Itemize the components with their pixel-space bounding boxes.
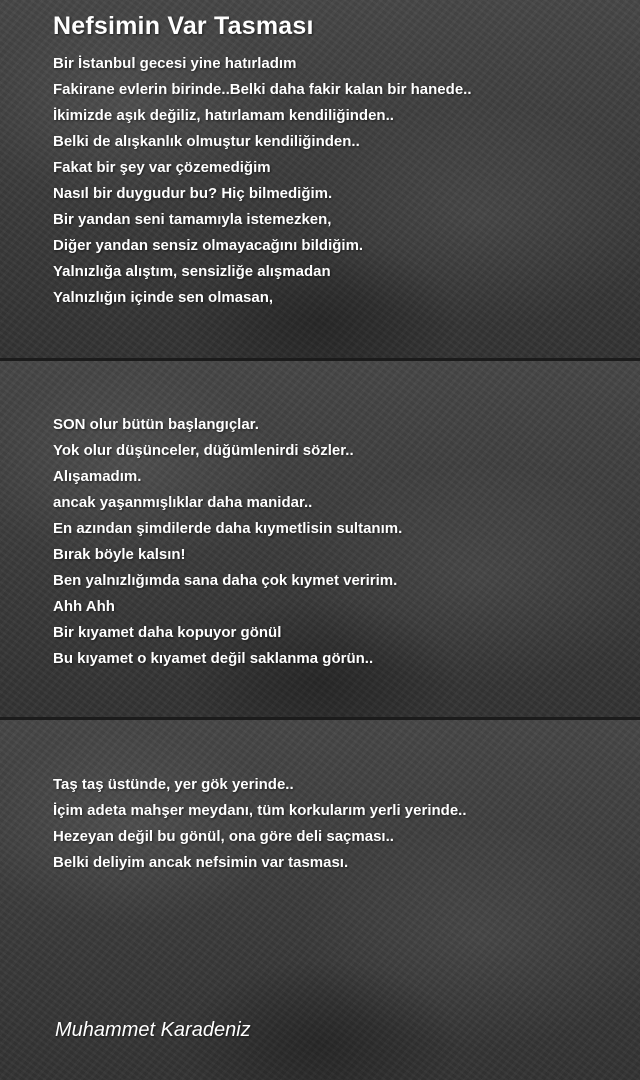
poem-line: Yok olur düşünceler, düğümlenirdi sözler.. xyxy=(53,442,354,459)
poem-line: ancak yaşanmışlıklar daha manidar.. xyxy=(53,494,313,511)
poem-line: Yalnızlığa alıştım, sensizliğe alışmadan xyxy=(53,263,331,280)
poem-line: Bu kıyamet o kıyamet değil saklanma görün.. xyxy=(53,650,374,667)
poem-line: Alışamadım. xyxy=(53,468,142,485)
poem-line: Bir yandan seni tamamıyla istemezken, xyxy=(53,211,332,228)
poem-panel-2 xyxy=(0,361,640,717)
poem-line: Fakat bir şey var çözemediğim xyxy=(53,159,271,176)
poem-line: Belki de alışkanlık olmuştur kendiliğinden.. xyxy=(53,133,360,150)
poem-author: Muhammet Karadeniz xyxy=(55,1019,251,1041)
poem-line: Diğer yandan sensiz olmayacağını bildiğim. xyxy=(53,237,364,254)
poem-panel-3 xyxy=(0,720,640,1080)
stanza-1 xyxy=(53,51,472,311)
poem-line: Bir kıyamet daha kopuyor gönül xyxy=(53,624,282,641)
poem-line: Belki deliyim ancak nefsimin var tasması. xyxy=(53,854,349,871)
poem-line: Fakirane evlerin birinde..Belki daha fakir kalan bir hanede.. xyxy=(53,81,472,98)
poem-line: Bırak böyle kalsın! xyxy=(53,546,186,563)
poem-panel-1 xyxy=(0,0,640,358)
poem-line: İçim adeta mahşer meydanı, tüm korkularım yerli yerinde.. xyxy=(53,802,467,819)
poem-line: Ahh Ahh xyxy=(53,598,115,615)
poem-title: Nefsimin Var Tasması xyxy=(53,12,314,40)
poem-line: Yalnızlığın içinde sen olmasan, xyxy=(53,289,274,306)
poem-line: En azından şimdilerde daha kıymetlisin sultanım. xyxy=(53,520,403,537)
poem-line: Hezeyan değil bu gönül, ona göre deli saçması.. xyxy=(53,828,394,845)
poem-line: Ben yalnızlığımda sana daha çok kıymet veririm. xyxy=(53,572,398,589)
stanza-2 xyxy=(53,412,402,672)
poem-line: Taş taş üstünde, yer gök yerinde.. xyxy=(53,776,294,793)
poem-line: Bir İstanbul gecesi yine hatırladım xyxy=(53,55,297,72)
poem-line: SON olur bütün başlangıçlar. xyxy=(53,416,259,433)
poem-line: Nasıl bir duygudur bu? Hiç bilmediğim. xyxy=(53,185,333,202)
stanza-3 xyxy=(53,772,467,876)
poem-line: İkimizde aşık değiliz, hatırlamam kendiliğinden.. xyxy=(53,107,394,124)
